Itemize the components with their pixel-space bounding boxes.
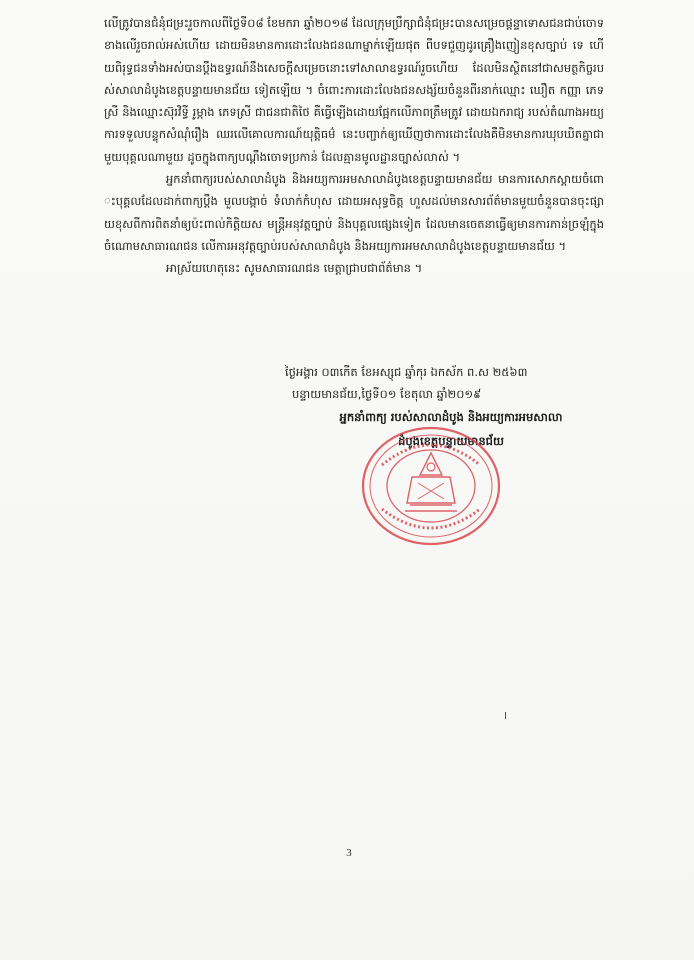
paragraph-continuation: លើត្រូវបានជំនុំជម្រះរួចកាលពីថ្ងៃទី០៨ ខែមករា ឆ្នាំ២០១៨ ដែលក្រុមប្រឹក្សាជំនុំជម្រះបានសម្រេចផ្ដន្ទាទោសជនជាប់ចោទខាងលើរួចរាល់អស់ហើយ ដោយមិនមានការដោះលែងជនណាម្នាក់ឡើយផុត ពីបទជួញដូរគ្រឿងញៀនខុសច្បាប់ ទេ ហើយពិរុទ្ធជនទាំងអស់បានប្ដឹងឧទ្ធរណ៍នឹងសេចក្ដីសម្រេចនោះទៅសាលាឧទ្ធរណ៍រួចហើយ ដែលមិនស្ថិតនៅជាសមត្ថកិច្ចរបស់សាលាដំបូងខេត្តបន្ទាយមានជ័យ ទៀតឡើយ ។ ចំពោះការដោះលែងជនសង្ស័យចំនួនពីរនាក់ឈ្មោះ ឃឿត កញ្ញា ភេទស្រី និងឈ្មោះស៊ុរវិទ្ធី រូម្ភាង ភេទស្រី ជាជនជាតិថៃ គឺធ្វើឡើងដោយផ្អែកលើភាពត្រឹមត្រូវ ដោយឯករាជ្យ របស់តំណាងអយ្យការទទួលបន្ទុកសំណុំរឿង ឈរលើគោលការណ៍យុត្តិធម៌ នេះបញ្ជាក់ឲ្យឃើញថាការដោះលែងគឺមិនមានការឃុបឃិតគ្នាជាមួយបុគ្គលណាមួយ ដូចក្នុងពាក្យបណ្ដឹងចោទប្រកាន់ ដែលគ្មានមូលដ្ឋានច្បាស់លាស់ ។: [104, 16, 604, 164]
paragraph-closing: អាស្រ័យហេតុនេះ សូមសាធារណជន មេត្តាជ្រាបជាព័ត៌មាន ។: [166, 261, 423, 276]
date-solar: បន្ទាយមានជ័យ,ថ្ងៃទី០១ ខែតុលា ឆ្នាំ២០១៩: [292, 387, 482, 401]
signer-line-1: អ្នកនាំពាក្យ របស់សាលាដំបូង និងអយ្យការអមសាលា: [339, 410, 563, 424]
date-lunar: ថ្ងៃអង្គារ ០៣កើត ខែអស្សុជ ឆ្នាំកុរ ឯកស័ក ព.ស ២៥៦៣: [285, 365, 528, 379]
scan-speck: [505, 712, 506, 719]
page-number: 3: [346, 847, 352, 859]
document-body: [104, 12, 604, 280]
signer-line-2: ដំបូងខេត្តបន្ទាយមានជ័យ: [398, 434, 504, 448]
court-seal-icon: [360, 425, 502, 547]
paragraph-spokesperson-statement: អ្នកនាំពាក្យរបស់សាលាដំបូង និងអយ្យការអមសាលាដំបូងខេត្តបន្ទាយមានជ័យ មានការសោកស្ដាយចំពោះបុគ្គលដែលដាក់ពាក្យប្ដឹង មួលបង្កាច់ ទំលាក់កំហុស ដោយអសុទ្ធចិត្ត ហួសដល់មានសារព័ត៌មានមួយចំនួនបានចុះផ្សាយខុសពីការពិតនាំឲ្យប៉ះពាល់កិត្តិយស មន្ត្រីអនុវត្តច្បាប់ និងបុគ្គលផ្សេងទៀត ដែលមានចេតនាធ្វើឲ្យមានការភាន់ច្រឡំក្នុងចំណោមសាធារណជន លើការអនុវត្តច្បាប់របស់សាលាដំបូង និងអយ្យការអមសាលាដំបូងខេត្តបន្ទាយមានជ័យ ។: [104, 172, 604, 253]
